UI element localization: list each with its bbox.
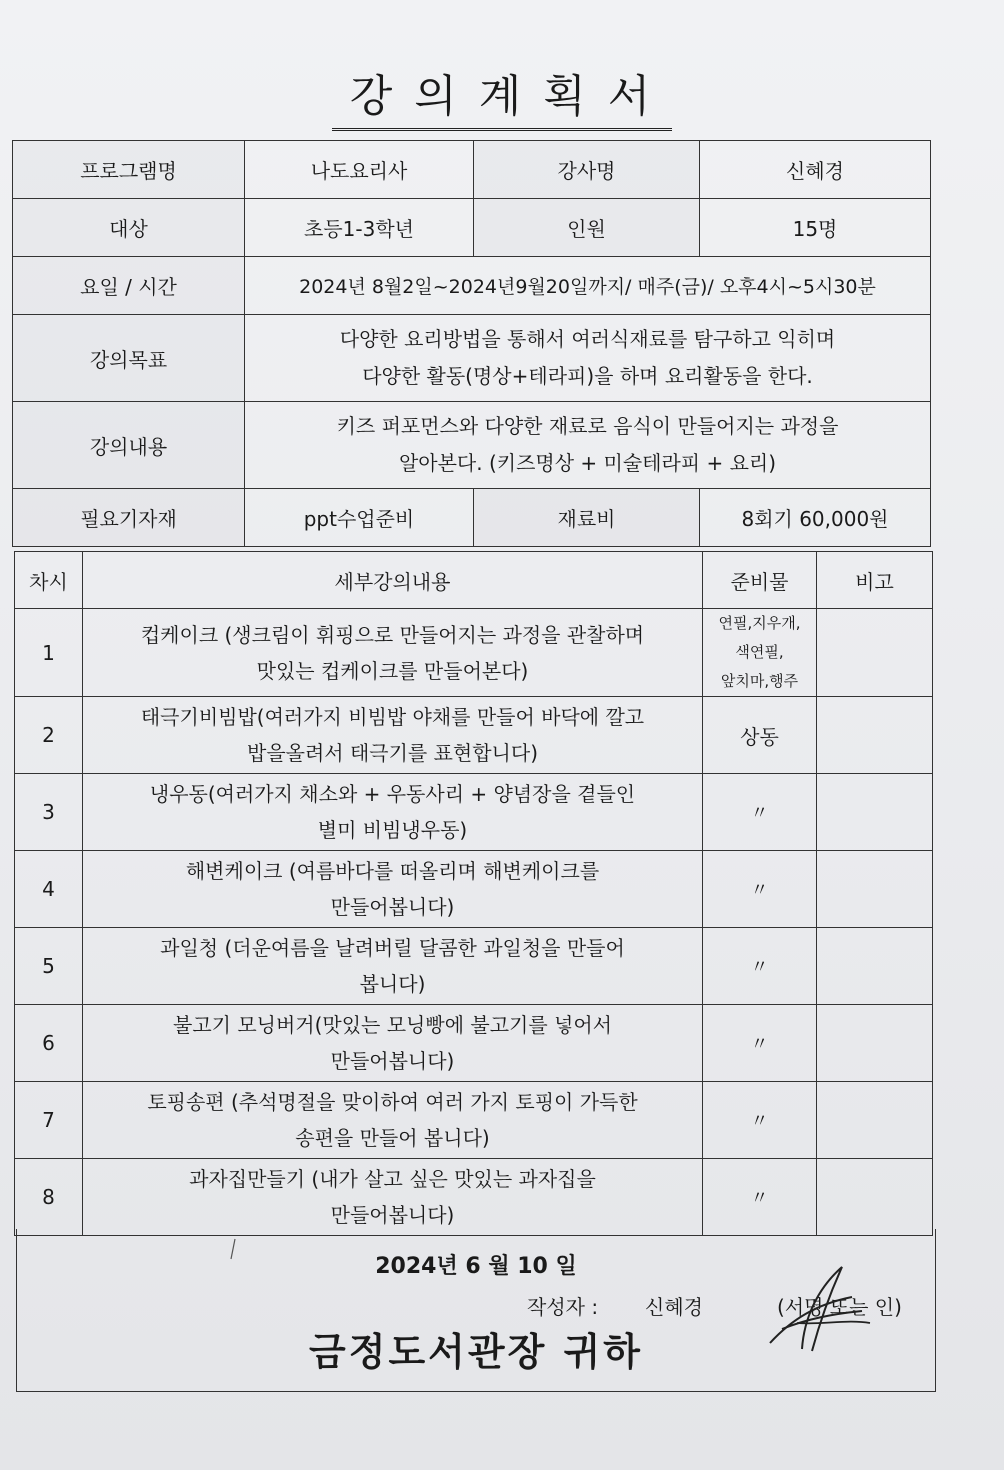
session-content-line-2: 맛있는 컵케이크를 만들어본다) — [256, 658, 529, 683]
session-content-line-1: 냉우동(여러가지 채소와 + 우동사리 + 양념장을 곁들인 — [149, 782, 636, 806]
session-content-line-1: 토핑송편 (추석명절을 맞이하여 여러 가지 토핑이 가득한 — [147, 1090, 638, 1114]
info-row-schedule — [13, 257, 931, 315]
session-prep: 〃 — [703, 1082, 817, 1159]
goal-value — [245, 315, 931, 402]
session-header: 차시 — [15, 552, 83, 609]
schedule-label: 요일 / 시간 — [13, 257, 245, 315]
session-note — [817, 609, 933, 697]
session-number: 1 — [15, 609, 83, 697]
info-row-equipment — [13, 489, 931, 547]
session-content-line-1: 해변케이크 (여름바다를 떠올리며 해변케이크를 — [185, 859, 600, 883]
target-label: 대상 — [13, 199, 245, 257]
session-note — [817, 1082, 933, 1159]
session-detail-table — [14, 551, 933, 1236]
session-row — [15, 1082, 933, 1159]
session-number: 7 — [15, 1082, 83, 1159]
session-note — [817, 774, 933, 851]
session-content — [83, 697, 703, 774]
session-content-line-2: 만들어봅니다) — [330, 895, 455, 919]
session-row — [15, 697, 933, 774]
program-value: 나도요리사 — [245, 141, 474, 199]
session-content-line-2: 밥을올려서 태극기를 표현합니다) — [247, 741, 538, 765]
session-number: 3 — [15, 774, 83, 851]
session-content-line-1: 과자집만들기 (내가 살고 싶은 맛있는 과자집을 — [189, 1167, 596, 1191]
session-note — [817, 1005, 933, 1082]
session-number: 4 — [15, 851, 83, 928]
content-header: 세부강의내용 — [83, 552, 703, 609]
author-label: 작성자 : — [527, 1295, 599, 1319]
session-note — [817, 1159, 933, 1236]
session-content-line-2: 만들어봅니다) — [330, 1203, 455, 1227]
session-prep: 〃 — [703, 928, 817, 1005]
session-prep: 상동 — [703, 697, 817, 774]
instructor-value: 신혜경 — [700, 141, 931, 199]
session-prep-line-3: 앞치마,행주 — [720, 672, 799, 690]
session-row — [15, 851, 933, 928]
session-content-line-2: 별미 비빔냉우동) — [317, 818, 468, 842]
session-row — [15, 1005, 933, 1082]
session-prep-line-1: 연필,지우개, — [718, 614, 801, 632]
info-row-goal — [13, 315, 931, 402]
session-prep: 〃 — [703, 1159, 817, 1236]
signature-footer — [16, 1229, 936, 1392]
target-value: 초등1-3학년 — [245, 199, 474, 257]
session-content — [83, 609, 703, 697]
session-row — [15, 928, 933, 1005]
session-content — [83, 1159, 703, 1236]
equipment-label: 필요기자재 — [13, 489, 245, 547]
headcount-value: 15명 — [700, 199, 931, 257]
session-content-line-1: 컵케이크 (생크림이 휘핑으로 만들어지는 과정을 관찰하며 — [140, 622, 645, 647]
session-number: 2 — [15, 697, 83, 774]
pen-mark — [228, 1238, 238, 1260]
note-header: 비고 — [817, 552, 933, 609]
session-content — [83, 928, 703, 1005]
goal-label: 강의목표 — [13, 315, 245, 402]
session-content-line-2: 송편을 만들어 봅니다) — [295, 1126, 490, 1150]
session-prep — [703, 609, 817, 697]
session-note — [817, 697, 933, 774]
schedule-value: 2024년 8월2일~2024년9월20일까지/ 매주(금)/ 오후4시~5시30분 — [245, 257, 931, 315]
signature-seal-text: (서명 또는 인) — [777, 1295, 902, 1319]
session-row — [15, 609, 933, 697]
goal-line-1: 다양한 요리방법을 통해서 여러식재료를 탐구하고 익히며 — [339, 327, 836, 351]
content-value — [245, 402, 931, 489]
info-row-content — [13, 402, 931, 489]
session-note — [817, 928, 933, 1005]
program-label: 프로그램명 — [13, 141, 245, 199]
session-content — [83, 774, 703, 851]
instructor-label: 강사명 — [474, 141, 700, 199]
session-row — [15, 774, 933, 851]
session-content-line-1: 과일청 (더운여름을 날려버릴 달콤한 과일청을 만들어 — [160, 936, 625, 960]
session-number: 8 — [15, 1159, 83, 1236]
detail-header-row — [15, 552, 933, 609]
author-name: 신혜경 — [645, 1295, 703, 1319]
goal-line-2: 다양한 활동(명상+테라피)을 하며 요리활동을 한다. — [362, 364, 813, 388]
session-content-line-2: 만들어봅니다) — [330, 1049, 455, 1073]
content-line-2: 알아본다. (키즈명상 + 미술테라피 + 요리) — [398, 451, 777, 475]
content-line-1: 키즈 퍼포먼스와 다양한 재료로 음식이 만들어지는 과정을 — [336, 414, 839, 438]
session-content — [83, 851, 703, 928]
session-row — [15, 1159, 933, 1236]
session-note — [817, 851, 933, 928]
info-row-program — [13, 141, 931, 199]
session-content-line-2: 봅니다) — [359, 972, 426, 996]
document-title: 강의계획서 — [0, 60, 1004, 131]
session-content-line-1: 불고기 모닝버거(맛있는 모닝빵에 불고기를 넣어서 — [173, 1013, 612, 1037]
course-info-table — [12, 140, 931, 547]
material-fee-value: 8회기 60,000원 — [700, 489, 931, 547]
session-number: 6 — [15, 1005, 83, 1082]
material-fee-label: 재료비 — [474, 489, 700, 547]
info-row-target — [13, 199, 931, 257]
addressee: 금정도서관장 귀하 — [309, 1330, 643, 1374]
document-date: 2024년 6 월 10 일 — [375, 1254, 577, 1279]
session-content-line-1: 태극기비빔밥(여러가지 비빔밥 야채를 만들어 바닥에 깔고 — [140, 705, 645, 729]
session-content — [83, 1005, 703, 1082]
content-label: 강의내용 — [13, 402, 245, 489]
session-content — [83, 1082, 703, 1159]
session-prep: 〃 — [703, 1005, 817, 1082]
headcount-label: 인원 — [474, 199, 700, 257]
equipment-value: ppt수업준비 — [245, 489, 474, 547]
prep-header: 준비물 — [703, 552, 817, 609]
session-prep: 〃 — [703, 774, 817, 851]
session-prep: 〃 — [703, 851, 817, 928]
session-prep-line-2: 색연필, — [735, 643, 784, 661]
session-number: 5 — [15, 928, 83, 1005]
